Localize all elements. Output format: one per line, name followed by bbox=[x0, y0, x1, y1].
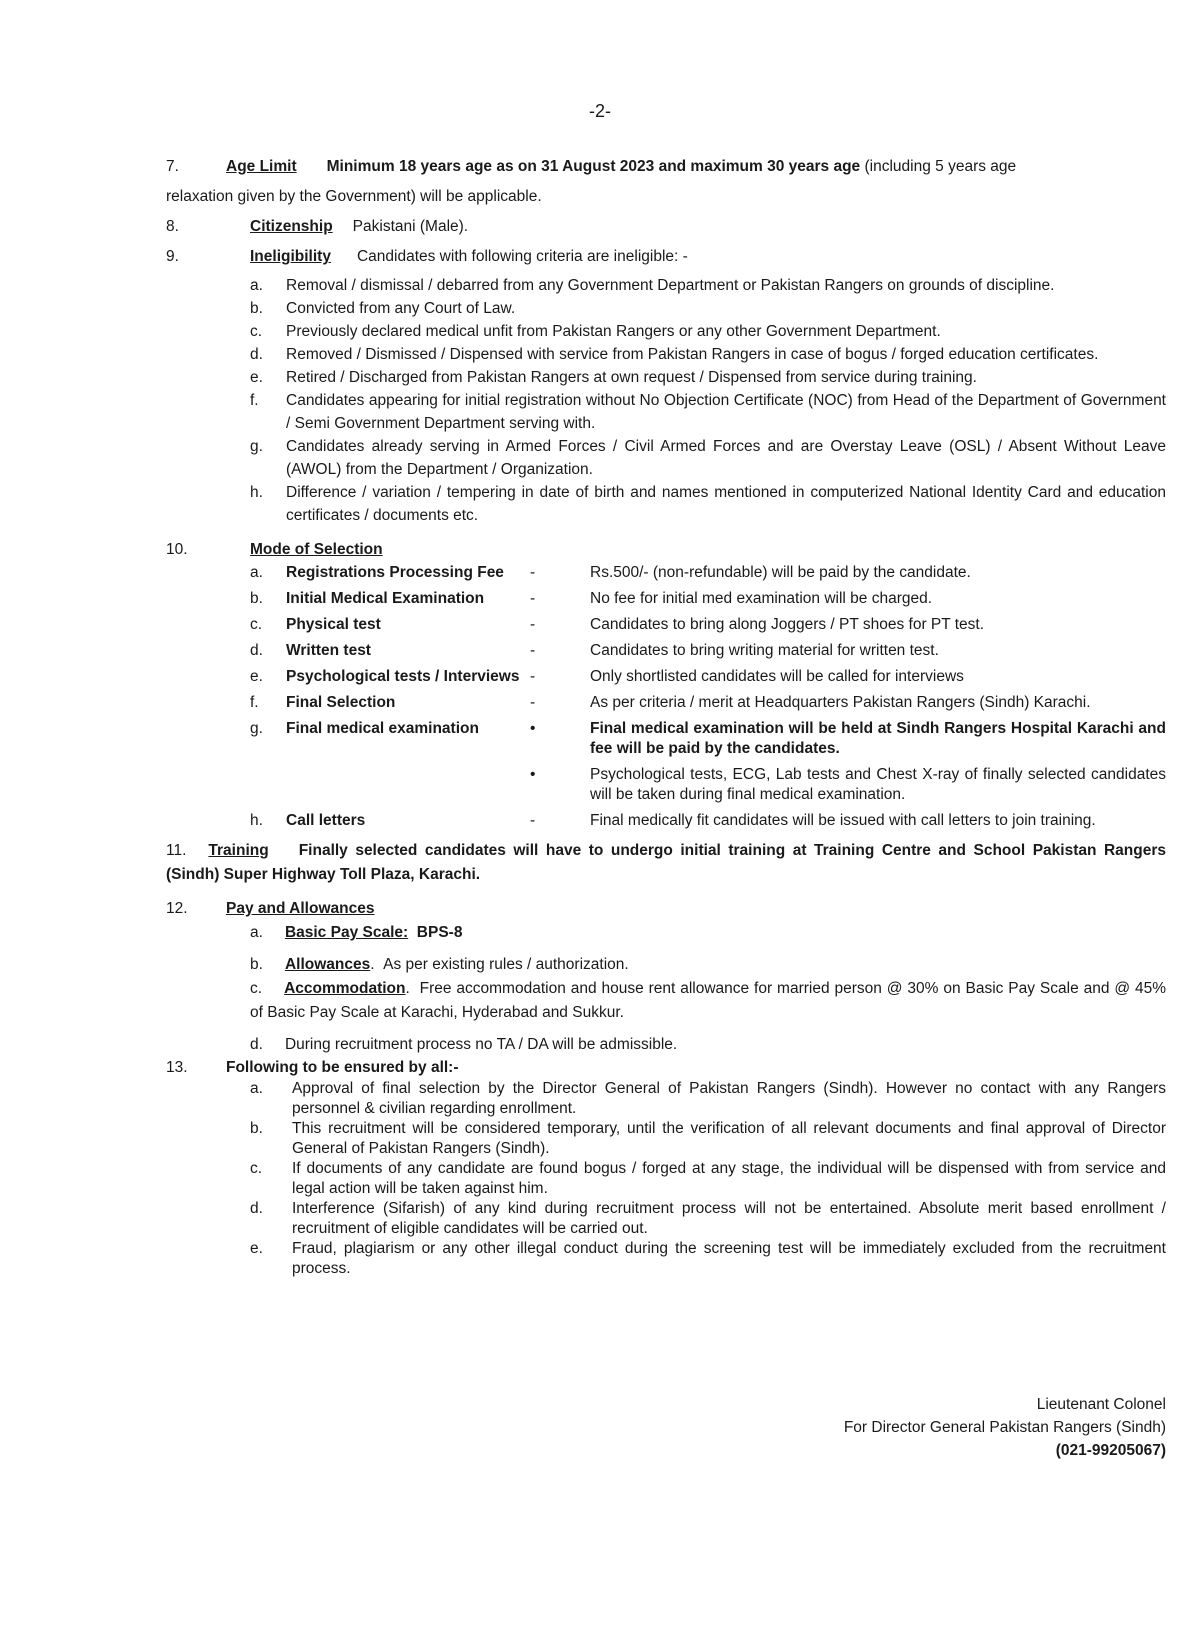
age-limit-rest: (including 5 years age bbox=[864, 158, 1017, 175]
ta-da-item: d. During recruitment process no TA / DA will be admissible. bbox=[250, 1036, 678, 1053]
table-row: e. Psychological tests / Interviews - Only shortlisted candidates will be called for interviews bbox=[250, 668, 964, 685]
section-number: 13. bbox=[166, 1059, 188, 1076]
signatory-office: For Director General Pakistan Rangers (Sindh) bbox=[843, 1419, 1166, 1436]
training-text: Finally selected candidates will have to undergo initial training at Training Centre and School Pakistan Rangers (Sindh) Super Highway Toll Plaza, Karachi. bbox=[166, 842, 1166, 883]
citizenship-text: Pakistani (Male). bbox=[352, 218, 469, 235]
document-body bbox=[166, 152, 1166, 1279]
list-item: d. Interference (Sifarish) of any kind during recruitment process will not be entertained. Absolute merit based enrollment / recruitment of eligible candidates will be carried out. bbox=[250, 1200, 1166, 1237]
section-heading: Mode of Selection bbox=[250, 541, 383, 558]
list-item: c. Previously declared medical unfit from Pakistan Rangers or any other Government Department. bbox=[250, 323, 941, 340]
table-row: g. Final medical examination • Final medical examination will be held at Sindh Rangers Hospital Karachi and fee will be paid by the candidates. bbox=[250, 720, 1166, 757]
table-row: a. Registrations Processing Fee - Rs.500/- (non-refundable) will be paid by the candidate. bbox=[250, 564, 971, 581]
list-item: b. This recruitment will be considered temporary, until the verification of all relevant documents and final approval of Director General of Pakistan Rangers (Sindh). bbox=[250, 1120, 1166, 1157]
age-limit-line2: relaxation given by the Government) will be applicable. bbox=[166, 188, 542, 205]
section-number: 7. bbox=[166, 158, 179, 175]
list-item: d. Removed / Dismissed / Dispensed with service from Pakistan Rangers in case of bogus / forged education certificates. bbox=[250, 346, 1099, 363]
signature-block bbox=[844, 1393, 1166, 1462]
section-heading: Training bbox=[208, 842, 269, 859]
section-number: 11. bbox=[166, 842, 187, 859]
section-heading: Citizenship bbox=[250, 218, 333, 235]
section-number: 9. bbox=[166, 248, 179, 265]
section-pay-and-allowances bbox=[166, 897, 1166, 1057]
list-item: c. If documents of any candidate are found bogus / forged at any stage, the individual will be dispensed with from service and legal action will be taken against him. bbox=[250, 1160, 1166, 1197]
allowances-item: b. Allowances. As per existing rules / authorization. bbox=[250, 956, 629, 973]
section-number: 10. bbox=[166, 541, 188, 558]
list-item: b. Convicted from any Court of Law. bbox=[250, 300, 516, 317]
accommodation-item: c. Accommodation. Free accommodation and house rent allowance for married person @ 30% on Basic Pay Scale and @ 45% of Basic Pay Scale at Karachi, Hyderabad and Sukkur. bbox=[250, 980, 1167, 1021]
table-row: h. Call letters - Final medically fit candidates will be issued with call letters to join training. bbox=[250, 812, 1096, 829]
section-mode-of-selection bbox=[166, 537, 1166, 837]
section-training bbox=[166, 839, 1166, 887]
selection-table bbox=[250, 563, 1166, 837]
section-citizenship bbox=[166, 212, 1166, 242]
section-heading: Pay and Allowances bbox=[226, 900, 375, 917]
section-to-be-ensured bbox=[166, 1057, 1166, 1279]
table-row: f. Final Selection - As per criteria / merit at Headquarters Pakistan Rangers (Sindh) Karachi. bbox=[250, 694, 1091, 711]
list-item: a. Approval of final selection by the Director General of Pakistan Rangers (Sindh). However no contact with any Rangers personnel & civilian regarding enrollment. bbox=[250, 1080, 1166, 1117]
list-item: g. Candidates already serving in Armed Forces / Civil Armed Forces and are Overstay Leave (OSL) / Absent Without Leave (AWOL) from the Department / Organization. bbox=[250, 438, 1166, 478]
list-item: e. Retired / Discharged from Pakistan Rangers at own request / Dispensed from service during training. bbox=[250, 369, 977, 386]
list-item: h. Difference / variation / tempering in date of birth and names mentioned in computerized National Identity Card and education certificates / documents etc. bbox=[250, 484, 1166, 524]
table-row: • Psychological tests, ECG, Lab tests and Chest X-ray of finally selected candidates will be taken during final medical examination. bbox=[530, 766, 1166, 803]
section-heading: Age Limit bbox=[226, 158, 297, 175]
table-row: c. Physical test - Candidates to bring along Joggers / PT shoes for PT test. bbox=[250, 616, 985, 633]
ineligibility-text: Candidates with following criteria are ineligible: - bbox=[356, 248, 688, 265]
table-row: b. Initial Medical Examination - No fee for initial med examination will be charged. bbox=[250, 590, 933, 607]
age-limit-bold: Minimum 18 years age as on 31 August 2023 and maximum 30 years age bbox=[326, 158, 861, 175]
section-number: 8. bbox=[166, 218, 179, 235]
list-item: a. Removal / dismissal / debarred from any Government Department or Pakistan Rangers on grounds of discipline. bbox=[250, 277, 1055, 294]
list-item: e. Fraud, plagiarism or any other illegal conduct during the screening test will be immediately excluded from the recruitment process. bbox=[250, 1240, 1166, 1277]
signatory-rank: Lieutenant Colonel bbox=[1036, 1396, 1166, 1413]
section-age-limit bbox=[166, 152, 1166, 212]
section-heading: Following to be ensured by all:- bbox=[226, 1059, 459, 1076]
page-number: -2- bbox=[589, 101, 611, 121]
section-number: 12. bbox=[166, 900, 188, 917]
section-ineligibility bbox=[166, 242, 1166, 527]
contact-phone: (021-99205067) bbox=[1055, 1442, 1166, 1459]
table-row: d. Written test - Candidates to bring writing material for written test. bbox=[250, 642, 939, 659]
section-heading: Ineligibility bbox=[250, 248, 331, 265]
list-item: f. Candidates appearing for initial registration without No Objection Certificate (NOC) from Head of the Department of Government / Semi Government Department serving with. bbox=[250, 392, 1166, 432]
pay-scale-item: a. Basic Pay Scale: BPS-8 bbox=[250, 924, 463, 941]
